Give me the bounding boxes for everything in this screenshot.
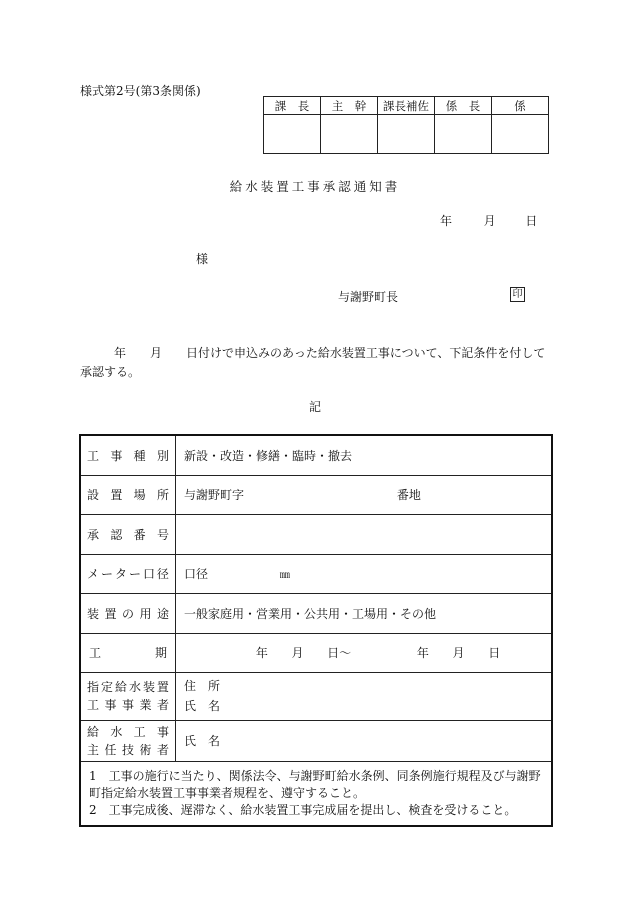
date-month: 月 [483, 214, 496, 228]
ki-heading: 記 [308, 400, 321, 414]
work-type-value: 新設・改造・修繕・臨時・撤去 [176, 435, 553, 475]
date-year: 年 [440, 214, 453, 228]
engineer-name-label: 氏 名 [176, 720, 553, 761]
body-month: 月 [150, 346, 163, 360]
period-start-day: 日〜 [327, 646, 352, 660]
approval-header: 主 幹 [321, 97, 378, 115]
table-row [80, 720, 552, 761]
stamp-cell [435, 115, 492, 154]
approval-number-value [176, 514, 553, 554]
approval-header: 課 長 [264, 97, 321, 115]
row-label: 工 事 事 業 者 [87, 698, 169, 712]
contractor-address-label: 住 所 [184, 679, 221, 693]
meter-label: 口径 [184, 567, 209, 581]
period-value [176, 633, 553, 672]
table-row [80, 633, 552, 672]
form-number: 様式第2号(第3条関係) [80, 84, 201, 98]
table-row [80, 672, 552, 720]
row-label: 主 任 技 術 者 [87, 742, 169, 757]
period-end-day: 日 [488, 646, 501, 660]
row-label: メ ー タ ー 口 径 [87, 567, 169, 581]
period-start-month: 月 [291, 646, 304, 660]
meter-unit: ㎜ [279, 570, 290, 581]
approval-header: 係 長 [435, 97, 492, 115]
row-label: 工 事 種 別 [87, 448, 169, 463]
stamp-cell [378, 115, 435, 154]
period-end-year: 年 [416, 646, 429, 660]
period-end-month: 月 [452, 646, 465, 660]
approval-header: 係 [492, 97, 549, 115]
notes-row [80, 761, 552, 826]
table-row [80, 475, 552, 514]
row-label: 装 置 の 用 途 [87, 606, 169, 621]
approval-stamp-box [263, 96, 549, 154]
location-value: 与謝野町字 [184, 488, 245, 502]
seal-mark: 印 [510, 287, 525, 302]
location-suffix: 番地 [396, 488, 421, 502]
date-day: 日 [525, 214, 538, 228]
conditions-table [79, 434, 553, 827]
note-item: 1 工事の施行に当たり、関係法令、与謝野町給水条例、同条例施行規程及び与謝野町指定給水装置工事事業者規程を、遵守すること。 [89, 768, 541, 800]
issuer-name: 与謝野町長 [338, 290, 399, 304]
period-start-year: 年 [255, 646, 268, 660]
table-row [80, 593, 552, 633]
row-label: 承 認 番 号 [87, 527, 169, 542]
issue-date [440, 212, 537, 229]
row-label: 工 期 [89, 646, 167, 660]
table-row [80, 554, 552, 593]
contractor-name-label: 氏 名 [184, 699, 221, 713]
stamp-cell [264, 115, 321, 154]
note-item: 2 工事完成後、遅滞なく、給水装置工事完成届を提出し、検査を受けること。 [89, 802, 517, 817]
stamp-cell [321, 115, 378, 154]
table-row [80, 514, 552, 554]
table-row [80, 435, 552, 475]
body-paragraph [80, 344, 550, 382]
row-label: 指 定 給 水 装 置 [87, 680, 169, 694]
body-text: 日付けで申込みのあった給水装置工事について、下記条件を付して承認する。 [80, 346, 546, 379]
body-year: 年 [114, 346, 127, 360]
stamp-cell [492, 115, 549, 154]
usage-value: 一般家庭用・営業用・公共用・工場用・その他 [176, 593, 553, 633]
row-label: 給 水 工 事 [87, 724, 169, 739]
document-title: 給水装置工事承認通知書 [229, 179, 401, 194]
approval-header: 課長補佐 [378, 97, 435, 115]
addressee-suffix: 様 [196, 252, 209, 266]
row-label: 設 置 場 所 [87, 488, 169, 502]
